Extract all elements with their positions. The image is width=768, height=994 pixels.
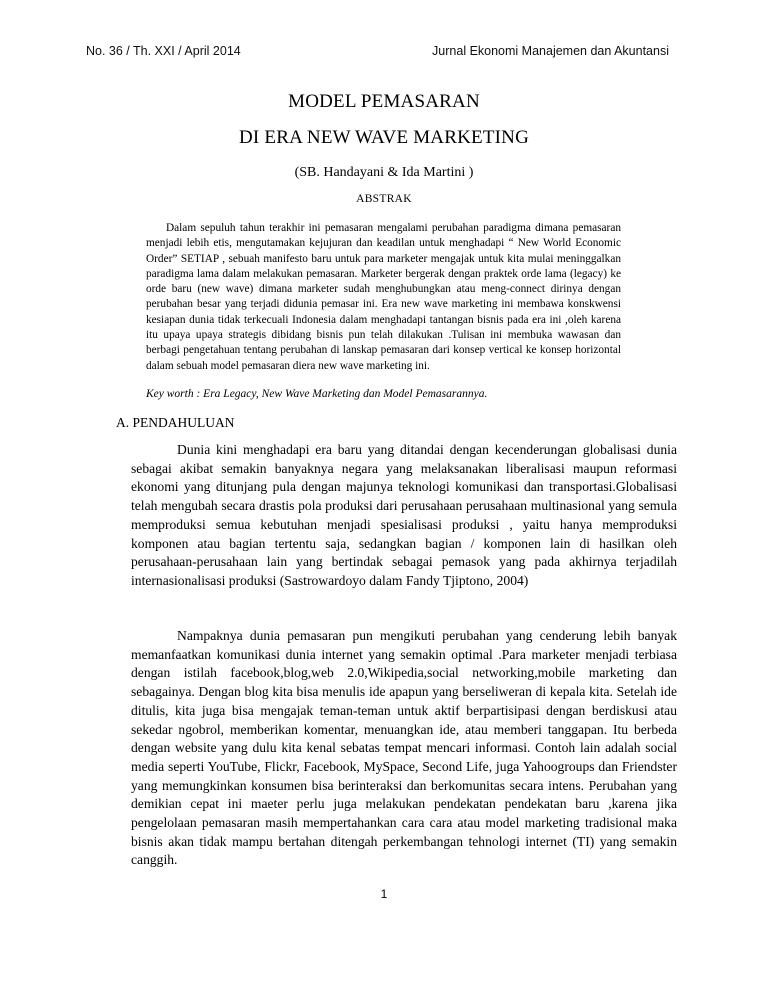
abstract-heading: ABSTRAK: [356, 193, 412, 205]
section-heading: A. PENDAHULUAN: [116, 415, 235, 430]
article-authors: (SB. Handayani & Ida Martini ): [294, 165, 474, 180]
page-number: 1: [380, 887, 388, 901]
keywords-line: Key worth : Era Legacy, New Wave Marketing dan Model Pemasarannya.: [146, 388, 488, 400]
running-header-issue: No. 36 / Th. XXI / April 2014: [86, 44, 241, 58]
abstract-text: Dalam sepuluh tahun terakhir ini pemasaran mengalami perubahan paradigma dimana pemasaran menjadi lebih etis, mengutamakan kejujuran dan keadilan untuk menghadapi “ New World Economic Order” SETIAP , sebuah manifesto baru untuk para marketer mengajak untuk kita mulai meninggalkan paradigma lama dalam melakukan pemasaran. Marketer bergerak dengan praktek orde lama (legacy) ke orde baru (new wave) dimana marketer sudah menghubungkan atau meng-connect dirinya dengan perubahan besar yang terjadi didunia pemasar ini. Era new wave marketing ini membawa konskwensi kesiapan dunia tidak terkecuali Indonesia dalam menghadapi tantangan bisnis pada era ini ,oleh karena itu upaya upaya strategis dibidang bisnis pun telah dilakukan .Tulisan ini membuka wawasan dan berbagi pengetahuan tentang perubahan di lanskap pemasaran dari konsep vertical ke konsep horizontal dalam sebuah model pemasaran diera new wave marketing ini.: [146, 222, 621, 372]
article-title-line2: DI ERA NEW WAVE MARKETING: [239, 127, 529, 148]
body-paragraph: Nampaknya dunia pemasaran pun mengikuti perubahan yang cenderung lebih banyak memanfaatkan komunikasi dunia internet yang semakin optimal .Para marketer menjadi terbiasa dengan istilah facebook,blog,web 2.0,Wikipedia,social networking,mobile marketing dan sebagainya. Dengan blog kita bisa menulis ide apapun yang berseliweran di kepala kita. Setelah ide ditulis, kita juga bisa mengajak teman-teman untuk aktif berpartisipasi dengan berdiskusi atau sekedar ngobrol, memberikan komentar, menuangkan ide, atau memberi tanggapan. Itu berbeda dengan website yang dulu kita kenal sebatas tempat mencari informasi. Contoh lain adalah social media seperti YouTube, Flickr, Facebook, MySpace, Second Life, juga Yahoogroups dan Friendster yang memungkinkan konsumen bisa berinteraksi dan berkomunitas secara intens. Perubahan yang demikian cepat ini maeter perlu juga melakukan pendekatan pendekatan baru ,karena jika pengelolaan pemasaran masih mempertahankan cara cara atau model marketing tradisional maka bisnis akan tidak mampu bertahan ditengah perkembangan tehnologi internet (TI) yang semakin canggih.: [131, 628, 677, 868]
body-paragraph: Dunia kini menghadapi era baru yang ditandai dengan kecenderungan globalisasi dunia sebagai akibat semakin banyaknya negara yang melaksanakan liberalisasi maupun reformasi ekonomi yang ditunjang pula dengan majunya teknologi komunikasi dan transportasi.Globalisasi telah mengubah secara drastis pola produksi dari perusahaan perusahaan multinasional yang semula memproduksi semua kebutuhan menjadi spesialisasi produksi , yaitu hanya memproduksi komponen atau bagian tertentu saja, sedangkan bagian / komponen lain di hasilkan oleh perusahaan-perusahaan lain yang bertindak sebagai pemasok yang pada akhirnya terjadilah internasionalisasi produksi (Sastrowardoyo dalam Fandy Tjiptono, 2004): [131, 442, 677, 588]
article-title-line1: MODEL PEMASARAN: [288, 91, 480, 112]
running-header-journal: Jurnal Ekonomi Manajemen dan Akuntansi: [432, 44, 669, 58]
